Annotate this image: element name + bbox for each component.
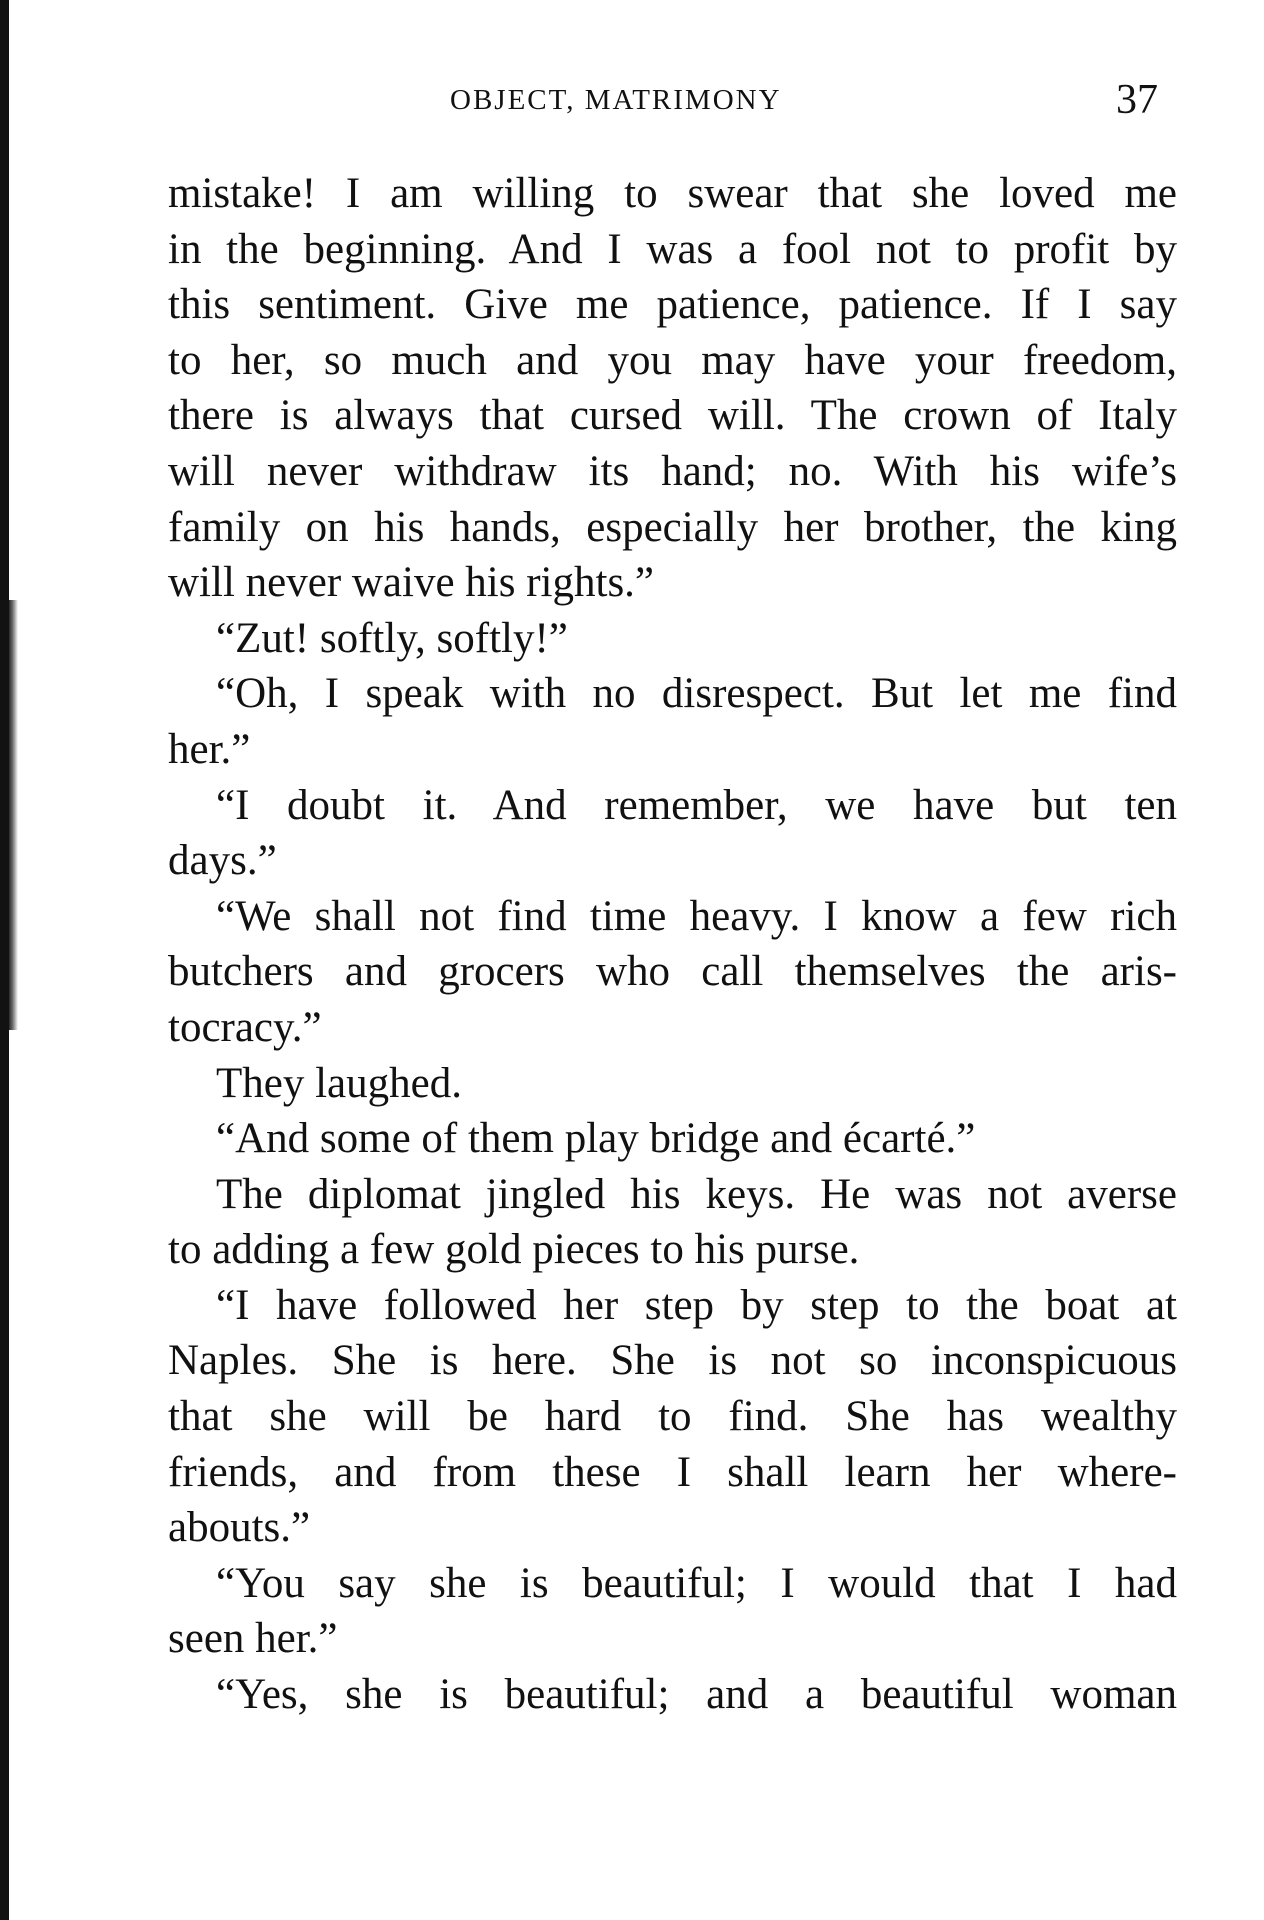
- text-line: “You say she is beautiful; I would that I had: [216, 1559, 1177, 1607]
- text-line: “Oh, I speak with no disrespect. But let me find: [216, 670, 1177, 718]
- text-line: her.”: [168, 725, 251, 773]
- text-line: The diplomat jingled his keys. He was not averse: [216, 1170, 1177, 1218]
- text-line: in the beginning. And I was a fool not to profit by: [168, 225, 1177, 273]
- text-line: “Yes, she is beautiful; and a beautiful woman: [216, 1671, 1177, 1719]
- running-head: [0, 0, 1264, 140]
- text-line: there is always that cursed will. The crown of Italy: [168, 392, 1177, 440]
- page-binding-edge: [0, 0, 9, 1920]
- text-line: will never withdraw its hand; no. With his wife’s: [168, 447, 1177, 495]
- text-line: Naples. She is here. She is not so inconspicuous: [168, 1337, 1177, 1385]
- running-title: OBJECT, MATRIMONY: [450, 84, 782, 116]
- page-binding-shadow: [9, 600, 18, 1030]
- text-line: abouts.”: [168, 1504, 311, 1552]
- text-line: mistake! I am willing to swear that she loved me: [168, 170, 1177, 217]
- text-line: They laughed.: [216, 1059, 462, 1107]
- text-line: this sentiment. Give me patience, patience. If I say: [168, 281, 1177, 329]
- text-line: to adding a few gold pieces to his purse.: [168, 1226, 860, 1274]
- text-line: family on his hands, especially her brother, the king: [168, 503, 1177, 551]
- text-line: butchers and grocers who call themselves the aris-: [168, 948, 1177, 996]
- text-line: to her, so much and you may have your freedom,: [168, 336, 1177, 384]
- text-line: “I doubt it. And remember, we have but ten: [216, 781, 1177, 829]
- text-line: seen her.”: [168, 1615, 338, 1663]
- text-line: that she will be hard to find. She has wealthy: [168, 1393, 1177, 1441]
- text-line: “And some of them play bridge and écarté.”: [216, 1115, 976, 1163]
- text-line: “We shall not find time heavy. I know a few rich: [216, 892, 1177, 940]
- text-line: tocracy.”: [168, 1003, 322, 1051]
- text-line: “Zut! softly, softly!”: [216, 614, 568, 662]
- body-text: [168, 166, 1177, 1723]
- page-number: 37: [1116, 77, 1158, 123]
- text-line: “I have followed her step by step to the boat at: [216, 1281, 1177, 1329]
- text-line: friends, and from these I shall learn her where-: [168, 1448, 1177, 1496]
- text-line: will never waive his rights.”: [168, 559, 655, 607]
- text-line: days.”: [168, 837, 277, 885]
